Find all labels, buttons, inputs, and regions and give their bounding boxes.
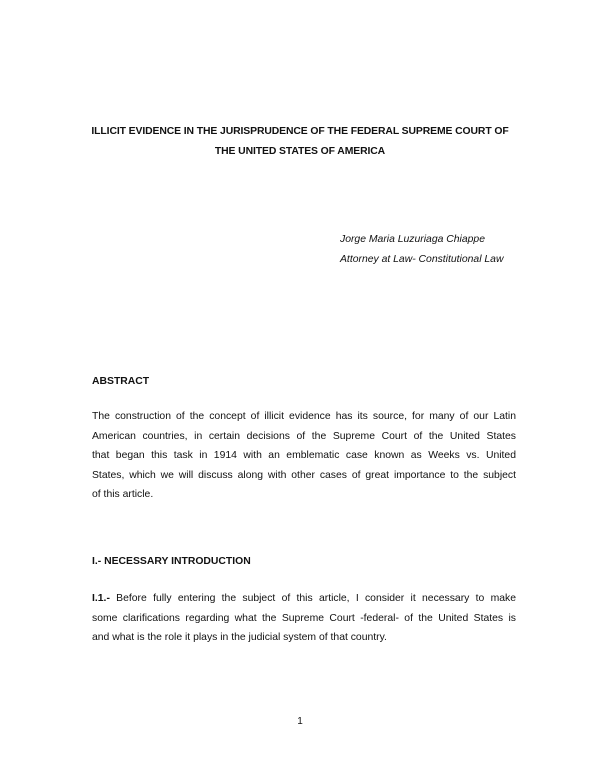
- section-number: I.1.-: [92, 593, 110, 604]
- author-role: Attorney at Law- Constitutional Law: [340, 254, 504, 265]
- page-number: 1: [297, 716, 303, 727]
- abstract-line-1: The construction of the concept of illicit evidence has its source, for many of our Latin: [92, 411, 516, 422]
- intro-line-3: and what is the role it plays in the judicial system of that country.: [92, 632, 387, 643]
- document-title: [80, 122, 520, 162]
- introduction-paragraph: [92, 589, 516, 648]
- title-line-2: THE UNITED STATES OF AMERICA: [214, 146, 386, 157]
- abstract-line-2: American countries, in certain decisions of the Supreme Court of the United States: [92, 430, 516, 442]
- intro-line-2: some clarifications regarding what the Supreme Court -federal- of the United States is: [92, 612, 516, 624]
- introduction-heading: I.- NECESSARY INTRODUCTION: [92, 556, 251, 567]
- abstract-paragraph: [92, 407, 516, 505]
- author-block: [340, 230, 580, 270]
- abstract-line-3: that began this task in 1914 with an emblematic case known as Weeks vs. United: [92, 450, 516, 461]
- abstract-line-5: of this article.: [92, 489, 154, 500]
- abstract-line-4: States, which we will discuss along with other cases of great importance to the subject: [92, 469, 516, 481]
- intro-line-1: [92, 589, 516, 609]
- abstract-heading: ABSTRACT: [92, 376, 150, 387]
- intro-line-1-text: Before fully entering the subject of this article, I consider it necessary to make: [109, 593, 516, 604]
- title-line-1: ILLICIT EVIDENCE IN THE JURISPRUDENCE OF THE FEDERAL SUPREME COURT OF: [91, 126, 509, 137]
- author-name: Jorge Maria Luzuriaga Chiappe: [340, 234, 485, 245]
